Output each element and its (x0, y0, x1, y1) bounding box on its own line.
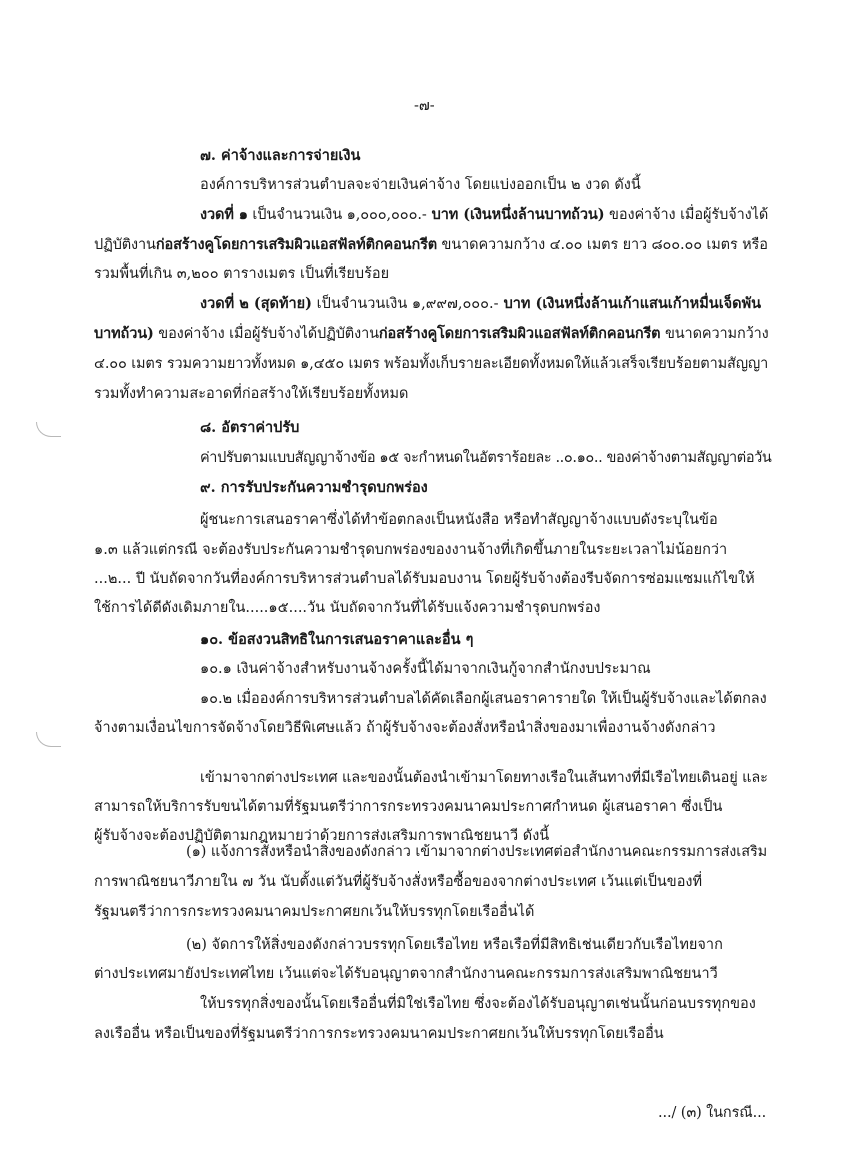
section-9-line-4: ใช้การได้ดีดังเดิมภายใน.....๑๕....วัน นับถัดจากวันที่ได้รับแจ้งความชำรุดบกพร่อง (94, 600, 601, 616)
installment-2-label: งวดที่ ๒ (สุดท้าย) (200, 295, 313, 312)
text-span: ขนาดความกว้าง (660, 326, 769, 342)
permit-line-1: ให้บรรทุกสิ่งของนั้นโดยเรืออื่นที่มิใช่เรือไทย ซึ่งจะต้องได้รับอนุญาตเช่นนั้นก่อนบรรทุกของ (200, 996, 756, 1012)
clause-10-2-line-1: ๑๐.๒ เมื่อองค์การบริหารส่วนตำบลได้คัดเลือกผู้เสนอราคารายใด ให้เป็นผู้รับจ้างและได้ตกลง (200, 691, 767, 707)
punch-hole-mark (36, 732, 61, 747)
installment-1-amount: เป็นจำนวนเงิน ๑,๐๐๐,๐๐๐.- (247, 207, 427, 223)
installment-2-amount-words: บาท (เงินหนึ่งล้านเก้าแสนเก้าหมื่นเจ็ดพัน (498, 295, 762, 312)
punch-hole-mark (36, 422, 61, 437)
section-9-heading: ๙. การรับประกันความชำรุดบกพร่อง (200, 479, 428, 496)
section-9-line-2: ๑.๓ แล้วแต่กรณี จะต้องรับประกันความชำรุดบกพร่องของงานจ้างที่เกิดขึ้นภายในระยะเวลาไม่น้อยกว่า (94, 542, 728, 558)
installment-2-amount: เป็นจำนวนเงิน ๑,๙๙๗,๐๐๐.- (312, 296, 499, 312)
text-span: ปฏิบัติงาน (94, 237, 156, 253)
section-7-heading: ๗. ค่าจ้างและการจ่ายเงิน (200, 147, 361, 164)
amount-words-end: บาทถ้วน) (94, 325, 154, 342)
continuation-note: .../ (๓) ในกรณี... (658, 1105, 767, 1121)
installment-1-line-3: รวมพื้นที่เกิน ๓,๒๐๐ ตารางเมตร เป็นที่เรียบร้อย (94, 266, 390, 282)
text-span: ขนาดความกว้าง ๔.๐๐ เมตร ยาว ๘๐๐.๐๐ เมตร หรือ (437, 237, 768, 253)
section-9-line-1: ผู้ชนะการเสนอราคาซึ่งได้ทำข้อตกลงเป็นหนังสือ หรือทำสัญญาจ้างแบบดังระบุในข้อ (200, 512, 718, 528)
section-8-text: ค่าปรับตามแบบสัญญาจ้างข้อ ๑๕ จะกำหนดในอัตราร้อยละ ..๐.๑๐.. ของค่าจ้างตามสัญญาต่อวัน (200, 450, 772, 466)
project-name: ก่อสร้างคูโดยการเสริมผิวแอสฟัลท์ติกคอนกรีต (155, 236, 438, 253)
installment-1-rest: ของค่าจ้าง เมื่อผู้รับจ้างได้ (604, 207, 769, 223)
section-9-line-3: ...๒... ปี นับถัดจากวันที่องค์การบริหารส่วนตำบลได้รับมอบงาน โดยผู้รับจ้างต้องรีบจัดการซ่อมแซมแก้ไขให้ (94, 571, 755, 587)
item-1-line-2: การพาณิชยนาวีภายใน ๗ วัน นับตั้งแต่วันที่ผู้รับจ้างสั่งหรือซื้อของจากต่างประเทศ เว้นแต่เป็นของที่ (94, 874, 703, 890)
clause-10-1: ๑๐.๑ เงินค่าจ้างสำหรับงานจ้างครั้งนี้ได้มาจากเงินกู้จากสำนักงบประมาณ (200, 661, 651, 677)
installment-2-line (200, 294, 761, 314)
clause-10-2-line-2: จ้างตามเงื่อนไขการจัดจ้างโดยวิธีพิเศษแล้ว ถ้าผู้รับจ้างจะต้องสั่งหรือนำสิ่งของมาเพื่องานจ้างดังกล่าว (94, 720, 716, 736)
project-name: ก่อสร้างคูโดยการเสริมผิวแอสฟัลท์ติกคอนกรีต (378, 325, 661, 342)
item-2-line-2: ต่างประเทศมายังประเทศไทย เว้นแต่จะได้รับอนุญาตจากสำนักงานคณะกรรมการส่งเสริมพาณิชยนาวี (94, 966, 718, 982)
page-number: -๗- (414, 98, 435, 114)
installment-1-label: งวดที่ ๑ (200, 206, 248, 223)
text-span: ของค่าจ้าง เมื่อผู้รับจ้างได้ปฏิบัติงาน (153, 326, 379, 342)
section-8-heading: ๘. อัตราค่าปรับ (200, 419, 300, 436)
installment-1-amount-words: บาท (เงินหนึ่งล้านบาทถ้วน) (426, 206, 605, 223)
import-condition-line-2: สามารถให้บริการรับขนได้ตามที่รัฐมนตรีว่าการกระทรวงคมนาคมประกาศกำหนด ผู้เสนอราคา ซึ่งเป็น (94, 799, 723, 815)
installment-1-line (200, 205, 768, 225)
item-1-line-3: รัฐมนตรีว่าการกระทรวงคมนาคมประกาศยกเว้นให้บรรทุกโดยเรืออื่นได้ (94, 904, 535, 920)
section-7-intro: องค์การบริหารส่วนตำบลจะจ่ายเงินค่าจ้าง โดยแบ่งออกเป็น ๒ งวด ดังนี้ (200, 177, 641, 193)
permit-line-2: ลงเรืออื่น หรือเป็นของที่รัฐมนตรีว่าการกระทรวงคมนาคมประกาศยกเว้นให้บรรทุกโดยเรืออื่น (94, 1026, 664, 1042)
import-condition-line-1: เข้ามาจากต่างประเทศ และของนั้นต้องนำเข้ามาโดยทางเรือในเส้นทางที่มีเรือไทยเดินอยู่ และ (200, 770, 768, 786)
installment-2-line-3: ๔.๐๐ เมตร รวมความยาวทั้งหมด ๑,๔๕๐ เมตร พร้อมทั้งเก็บรายละเอียดทั้งหมดให้แล้วเสร็จเรียบร้อยตามสัญญา (94, 356, 769, 372)
section-10-heading: ๑๐. ข้อสงวนสิทธิในการเสนอราคาและอื่น ๆ (200, 631, 474, 648)
installment-1-line-2 (94, 235, 768, 255)
import-condition-line-3: ผู้รับจ้างจะต้องปฏิบัติตามกฎหมายว่าด้วยการส่งเสริมการพาณิชยนาวี ดังนี้ (94, 828, 550, 844)
installment-2-line-2 (94, 324, 769, 344)
installment-2-line-4: รวมทั้งทำความสะอาดที่ก่อสร้างให้เรียบร้อยทั้งหมด (94, 386, 409, 402)
item-1-line-1: (๑) แจ้งการสั่งหรือนำสิ่งของดังกล่าว เข้ามาจากต่างประเทศต่อสำนักงานคณะกรรมการส่งเสริม (186, 844, 768, 860)
item-2-line-1: (๒) จัดการให้สิ่งของดังกล่าวบรรทุกโดยเรือไทย หรือเรือที่มีสิทธิเช่นเดียวกับเรือไทยจาก (186, 937, 723, 953)
